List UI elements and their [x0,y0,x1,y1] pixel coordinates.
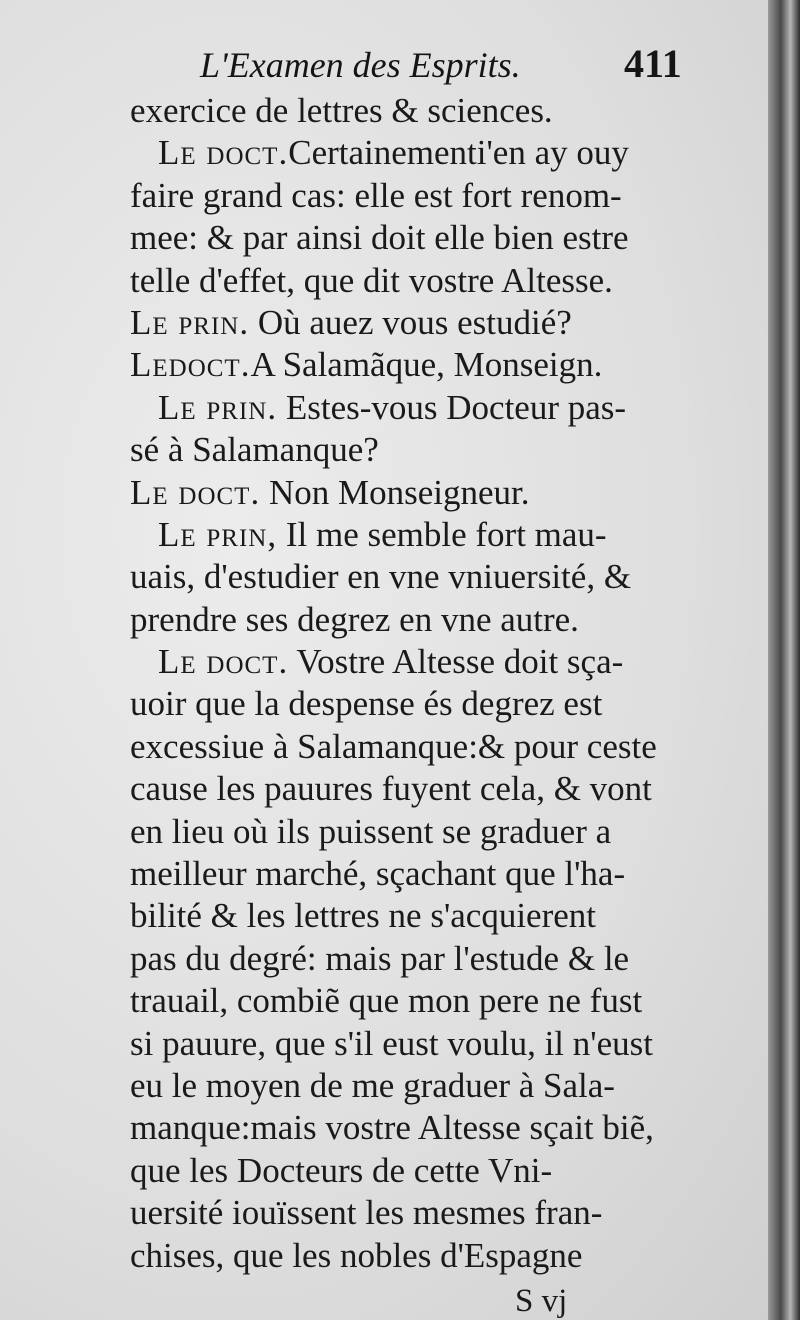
text-line: que les Docteurs de cette Vni- [130,1150,553,1190]
text-line: manque:mais vostre Altesse sçait biẽ, [130,1108,654,1148]
running-title: L'Examen des Esprits. [200,45,521,85]
speaker-label: Le doct. [158,642,289,682]
speaker-label: Le doct. [158,133,289,173]
speaker-label: Le prin, [158,514,278,554]
text-line: eu le moyen de me graduer à Sala- [130,1065,615,1105]
text-line: trauail, combiẽ que mon pere ne fust [130,981,643,1021]
book-gutter [768,0,800,1320]
text-line: Le doct. Vostre Altesse doit sça- [158,642,624,682]
text-line: Le prin, Il me semble fort mau- [158,514,607,554]
text-line: prendre ses degrez en vne autre. [130,599,579,639]
text-line: faire grand cas: elle est fort renom- [130,175,622,215]
speaker-label: Le prin. [130,302,250,342]
text-line: exercice de lettres & sciences. [130,91,553,130]
text-line: Le prin. Estes-vous Docteur pas- [158,387,627,427]
text-line: si pauure, que s'il eust voulu, il n'eust [130,1023,653,1063]
body-text [130,90,730,1277]
signature-mark: S vj [515,1283,568,1319]
speaker-label: Ledoct. [130,345,251,385]
text-line: telle d'effet, que dit vostre Altesse. [130,260,613,300]
text-line: excessiue à Salamanque:& pour ceste [130,726,657,766]
text-line: Ledoct.A Salamãque, Monseign. [130,345,603,385]
speaker-label: Le prin. [158,387,278,427]
page-number: 411 [624,41,682,86]
text-line: pas du degré: mais par l'estude & le [130,938,630,978]
text-line: uais, d'estudier en vne vniuersité, & [130,557,632,597]
running-head [200,40,700,90]
text-line: mee: & par ainsi doit elle bien estre [130,218,629,258]
text-line: chises, que les nobles d'Espagne [130,1235,583,1275]
text-line: uersité iouïssent les mesmes fran- [130,1193,603,1233]
text-line: uoir que la despense és degrez est [130,684,603,724]
text-line: bilité & les lettres ne s'acquierent [130,896,597,936]
speaker-label: Le doct. [130,472,261,512]
text-line: sé à Salamanque? [130,430,379,470]
text-line: Le prin. Où auez vous estudié? [130,302,572,342]
text-line: Le doct.Certainementi'en ay ouy [158,133,629,173]
text-line: cause les pauures fuyent cela, & vont [130,769,652,809]
text-line: meilleur marché, sçachant que l'ha- [130,854,626,894]
text-line: Le doct. Non Monseigneur. [130,472,530,512]
text-line: en lieu où ils puissent se graduer a [130,811,612,851]
